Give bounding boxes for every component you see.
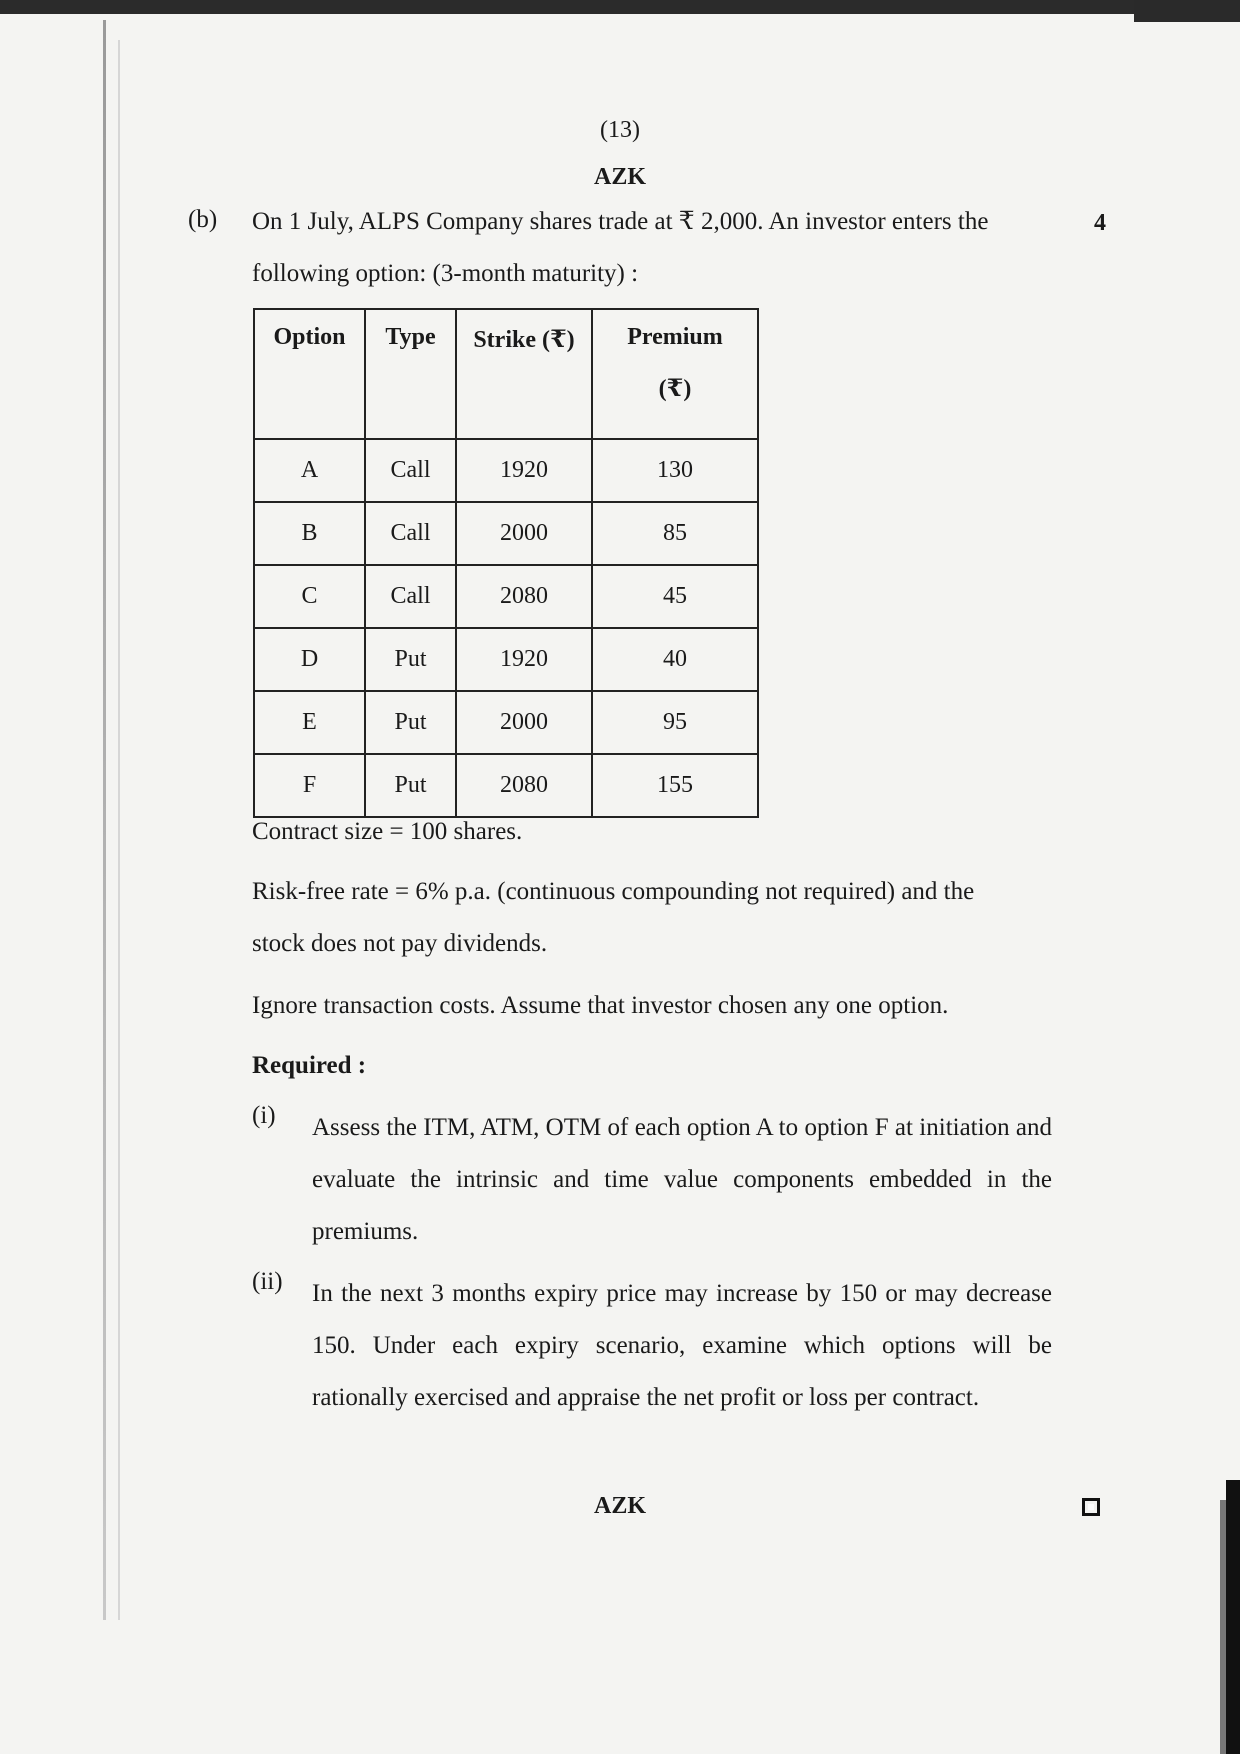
cell-option: D xyxy=(254,628,365,691)
cell-premium: 95 xyxy=(592,691,758,754)
cell-type: Put xyxy=(365,754,456,817)
cell-strike: 2080 xyxy=(456,754,592,817)
subpart-2-label: (ii) xyxy=(252,1268,283,1295)
cell-strike: 2080 xyxy=(456,565,592,628)
header-premium-unit: (₹) xyxy=(658,376,692,402)
cell-option: A xyxy=(254,439,365,502)
paper-code-header: AZK xyxy=(593,164,646,190)
cell-strike: 1920 xyxy=(456,628,592,691)
cell-premium: 130 xyxy=(592,439,758,502)
risk-free-line-1: Risk-free rate = 6% p.a. (continuous compounding not required) and the xyxy=(252,878,975,905)
paper-code-footer: AZK xyxy=(593,1493,646,1519)
question-marks: 4 xyxy=(1094,210,1106,236)
risk-free-note xyxy=(252,866,1052,970)
header-type: Type xyxy=(365,309,456,439)
cell-option: F xyxy=(254,754,365,817)
cell-option: E xyxy=(254,691,365,754)
intro-line-1: On 1 July, ALPS Company shares trade at ₹ 2,000. An investor enters the xyxy=(252,208,989,235)
intro-line-2: following option: (3-month maturity) : xyxy=(252,260,639,287)
ignore-costs-note: Ignore transaction costs. Assume that investor chosen any one option. xyxy=(252,992,949,1019)
required-heading: Required : xyxy=(252,1052,367,1079)
cell-premium: 45 xyxy=(592,565,758,628)
table-row xyxy=(254,691,758,754)
cell-type: Call xyxy=(365,565,456,628)
cell-premium: 155 xyxy=(592,754,758,817)
cell-premium: 85 xyxy=(592,502,758,565)
cell-strike: 2000 xyxy=(456,691,592,754)
page-number: (13) xyxy=(600,117,640,143)
header-premium-label: Premium xyxy=(627,324,723,350)
table-row xyxy=(254,439,758,502)
cell-type: Call xyxy=(365,439,456,502)
cell-strike: 2000 xyxy=(456,502,592,565)
subpart-1-text: Assess the ITM, ATM, OTM of each option A to option F at initiation and evaluate the intrinsic and time value components embedded in the premiums. xyxy=(312,1114,1052,1245)
end-square-icon xyxy=(1082,1498,1100,1516)
cell-type: Call xyxy=(365,502,456,565)
cell-premium: 40 xyxy=(592,628,758,691)
subpart-2-text: In the next 3 months expiry price may increase by 150 or may decrease 150. Under each expiry scenario, examine which options will be rationally exercised and appraise the net profit or loss per contract. xyxy=(312,1280,1052,1411)
table-row xyxy=(254,502,758,565)
table-row xyxy=(254,565,758,628)
options-table xyxy=(253,308,759,818)
cell-type: Put xyxy=(365,628,456,691)
table-row xyxy=(254,628,758,691)
contract-size-note: Contract size = 100 shares. xyxy=(252,818,523,845)
table-header-row xyxy=(254,309,758,439)
cell-type: Put xyxy=(365,691,456,754)
cell-option: C xyxy=(254,565,365,628)
subpart-1-label: (i) xyxy=(252,1102,276,1129)
question-label: (b) xyxy=(188,206,218,233)
header-option: Option xyxy=(254,309,365,439)
header-premium xyxy=(592,309,758,439)
header-strike: Strike (₹) xyxy=(456,309,592,439)
question-intro xyxy=(252,196,1052,300)
risk-free-line-2: stock does not pay dividends. xyxy=(252,930,548,957)
cell-strike: 1920 xyxy=(456,439,592,502)
cell-option: B xyxy=(254,502,365,565)
